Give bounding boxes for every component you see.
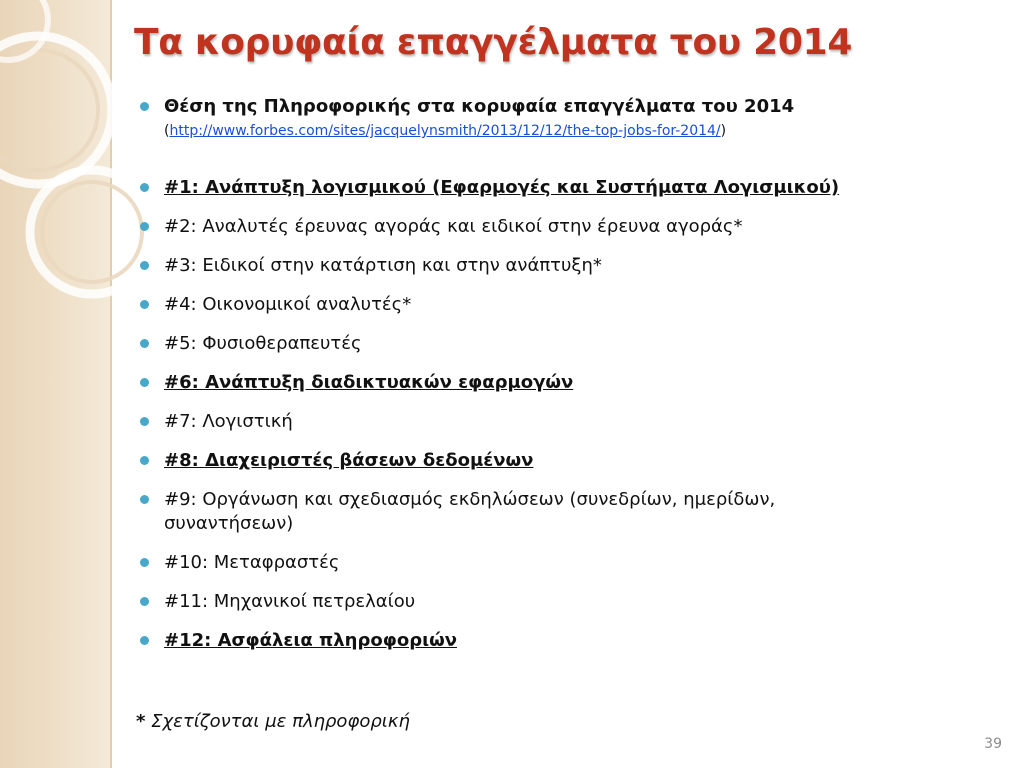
job-label: #5: Φυσιοθεραπευτές <box>164 333 362 354</box>
job-label: #10: Μεταφραστές <box>164 552 340 573</box>
list-item <box>140 176 1000 200</box>
bullet-dot-icon <box>140 102 149 111</box>
bullet-dot-icon <box>140 300 149 309</box>
job-label: #11: Μηχανικοί πετρελαίου <box>164 591 416 612</box>
source-citation: (http://www.forbes.com/sites/jacquelynsmith/2013/12/12/the-top-jobs-for-2014/) <box>164 123 727 139</box>
bullet-dot-icon <box>140 636 149 645</box>
bullet-dot-icon <box>140 261 149 270</box>
job-label: #3: Ειδικοί στην κατάρτιση και στην ανάπτυξη* <box>164 255 602 276</box>
list-item <box>140 551 1000 575</box>
list-item <box>140 410 1000 434</box>
decorative-rings-graphic <box>0 0 150 330</box>
list-item <box>140 371 1000 395</box>
intro-item <box>140 95 1000 141</box>
bullet-dot-icon <box>140 456 149 465</box>
forbes-source-link[interactable]: http://www.forbes.com/sites/jacquelynsmith/2013/12/12/the-top-jobs-for-2014/ <box>169 123 721 139</box>
list-item <box>140 629 1000 653</box>
bullet-dot-icon <box>140 417 149 426</box>
bullet-dot-icon <box>140 378 149 387</box>
bullet-list <box>140 95 1000 668</box>
job-label: #9: Οργάνωση και σχεδιασμός εκδηλώσεων (συνεδρίων, ημερίδων, συναντήσεων) <box>164 489 776 534</box>
bullet-dot-icon <box>140 495 149 504</box>
intro-heading: Θέση της Πληροφορικής στα κορυφαία επαγγέλματα του 2014 <box>164 96 795 117</box>
bullet-dot-icon <box>140 339 149 348</box>
list-item <box>140 590 1000 614</box>
job-label: #2: Αναλυτές έρευνας αγοράς και ειδικοί στην έρευνα αγοράς* <box>164 216 743 237</box>
list-item <box>140 488 1000 536</box>
slide-title: Τα κορυφαία επαγγέλματα του 2014 <box>134 22 853 63</box>
spacer <box>140 156 1000 176</box>
job-label: #12: Ασφάλεια πληροφοριών <box>164 630 457 651</box>
job-label: #1: Ανάπτυξη λογισμικού (Εφαρμογές και Συστήματα Λογισμικού) <box>164 177 840 198</box>
bullet-dot-icon <box>140 597 149 606</box>
page-number: 39 <box>984 736 1002 752</box>
bullet-dot-icon <box>140 183 149 192</box>
list-item <box>140 254 1000 278</box>
bullet-dot-icon <box>140 222 149 231</box>
footnote <box>136 711 410 732</box>
job-label: #7: Λογιστική <box>164 411 293 432</box>
list-item <box>140 332 1000 356</box>
list-item <box>140 215 1000 239</box>
footnote-star: * <box>136 711 146 732</box>
list-item <box>140 449 1000 473</box>
job-label: #8: Διαχειριστές βάσεων δεδομένων <box>164 450 534 471</box>
bullet-dot-icon <box>140 558 149 567</box>
list-item <box>140 293 1000 317</box>
job-label: #6: Ανάπτυξη διαδικτυακών εφαρμογών <box>164 372 574 393</box>
footnote-text: Σχετίζονται με πληροφορική <box>145 711 410 732</box>
job-label: #4: Οικονομικοί αναλυτές* <box>164 294 412 315</box>
